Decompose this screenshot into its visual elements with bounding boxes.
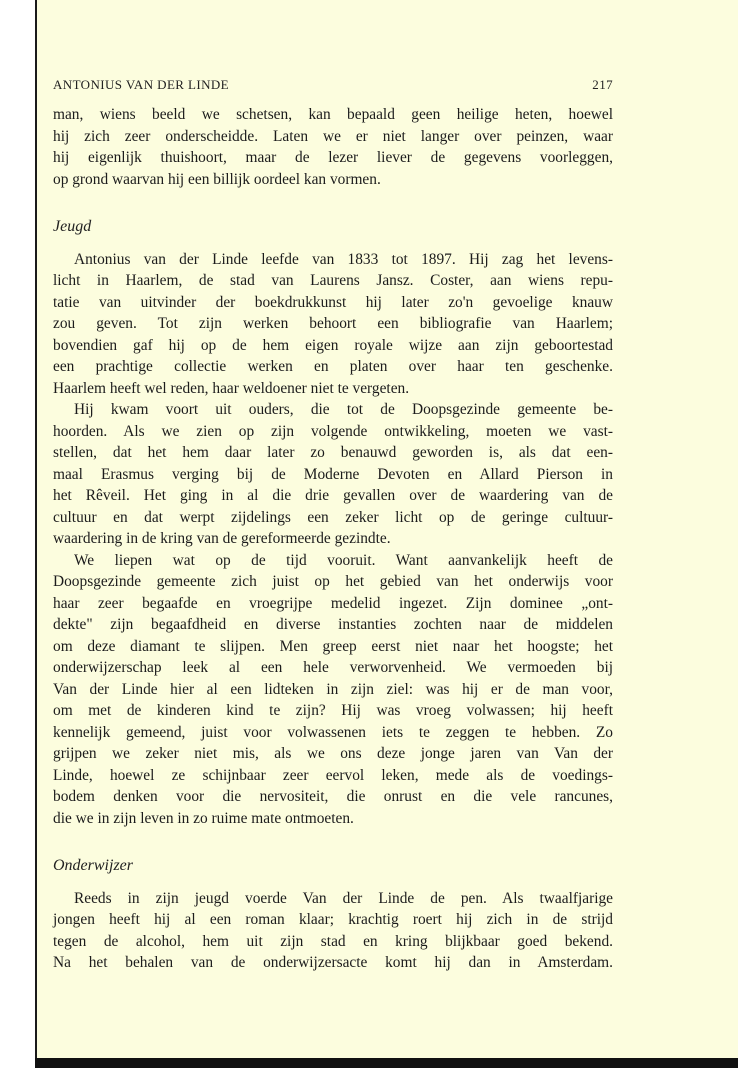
running-title: ANTONIUS VAN DER LINDE	[53, 77, 229, 92]
text-line: bovendien gaf hij op de hem eigen royale wijze aan zijn geboortestad	[53, 336, 613, 354]
text-line: tegen de alcohol, hem uit zijn stad en kring blijkbaar goed bekend.	[53, 932, 613, 950]
text-line: die we in zijn leven in zo ruime mate ontmoeten.	[53, 809, 354, 827]
text-line: een prachtige collectie werken en platen over haar ten geschenke.	[53, 358, 613, 375]
text-line: dekte" zijn begaafdheid en diverse instanties zochten naar de middelen	[53, 616, 613, 633]
text-line: op grond waarvan hij een billijk oordeel kan vormen.	[53, 170, 381, 188]
text-line: Linde, hoewel ze schijnbaar zeer eervol leken, mede als de voedings-	[53, 766, 613, 784]
text-line: om met de kinderen kind te zijn? Hij was vroeg volwassen; hij heeft	[53, 702, 613, 719]
text-line: maal Erasmus verging bij de Moderne Devoten en Allard Pierson in	[53, 465, 613, 483]
body-text	[53, 104, 613, 974]
intro-paragraph	[53, 104, 613, 190]
text-line: Reeds in zijn jeugd voerde Van der Linde de pen. Als twaalfjarige	[74, 889, 613, 907]
text-line: onderwijzerschap leek al een hele verworvenheid. We vermoeden bij	[53, 659, 613, 676]
text-line: Haarlem heeft wel reden, haar weldoener niet te vergeten.	[53, 379, 410, 397]
text-line: hij zich zeer onderscheidde. Laten we er niet langer over peinzen, waar	[53, 127, 613, 145]
jeugd-paragraph-3	[53, 550, 613, 830]
text-line: bodem denken voor die nervositeit, die onrust en die vele rancunes,	[53, 788, 613, 805]
text-line: grijpen we zeker niet mis, als we ons deze jonge jaren van Van der	[53, 745, 613, 762]
text-line: stellen, dat het hem daar later zo benauwd geworden is, als dat een-	[53, 444, 613, 461]
section-heading-jeugd: Jeugd	[53, 218, 92, 235]
section-heading-onderwijzer: Onderwijzer	[53, 857, 133, 874]
text-line: licht in Haarlem, de stad van Laurens Jansz. Coster, aan wiens repu-	[53, 272, 613, 289]
jeugd-paragraph-2	[53, 399, 613, 550]
text-line: Na het behalen van de onderwijzersacte komt hij dan in Amsterdam.	[53, 954, 613, 971]
text-line: jongen heeft hij al een roman klaar; krachtig roert hij zich in de strijd	[53, 911, 613, 928]
text-line: Hij kwam voort uit ouders, die tot de Doopsgezinde gemeente be-	[74, 401, 613, 418]
text-line: man, wiens beeld we schetsen, kan bepaald geen heilige heten, hoewel	[53, 106, 613, 123]
text-line: Doopsgezinde gemeente zich juist op het gebied van het onderwijs voor	[53, 573, 613, 590]
page-header	[53, 77, 613, 95]
text-line: om deze diamant te slijpen. Men greep eerst niet naar het hoogste; het	[53, 637, 613, 655]
text-line: zou geven. Tot zijn werken behoort een bibliografie van Haarlem;	[53, 315, 613, 332]
text-line: haar zeer begaafde en vroegrijpe medelid ingezet. Zijn dominee „ont-	[53, 594, 613, 612]
text-line: het Rêveil. Het ging in al die drie gevallen over de waardering van de	[53, 487, 613, 504]
page-number: 217	[592, 77, 613, 92]
text-line: tatie van uitvinder der boekdrukkunst hij later zo'n gevoelige knauw	[53, 293, 613, 311]
text-line: hij eigenlijk thuishoort, maar de lezer liever de gegevens voorleggen,	[53, 149, 613, 166]
text-line: hoorden. Als we zien op zijn volgende ontwikkeling, moeten we vast-	[53, 422, 613, 440]
text-line: Van der Linde hier al een lidteken in zijn ziel: was hij er de man voor,	[53, 680, 613, 698]
jeugd-paragraph-1	[53, 249, 613, 400]
text-line: kennelijk gemeend, juist voor volwassenen iets te zeggen te hebben. Zo	[53, 723, 613, 741]
text-line: We liepen wat op de tijd vooruit. Want aanvankelijk heeft de	[74, 551, 613, 569]
text-line: cultuur en dat werpt zijdelings een zeker licht op de geringe cultuur-	[53, 508, 613, 526]
text-line: waardering in de kring van de gereformeerde gezindte.	[53, 530, 391, 547]
page-bottom-edge	[35, 1058, 738, 1068]
text-line: Antonius van der Linde leefde van 1833 tot 1897. Hij zag het levens-	[74, 250, 613, 268]
onderwijzer-paragraph-1	[53, 888, 613, 974]
